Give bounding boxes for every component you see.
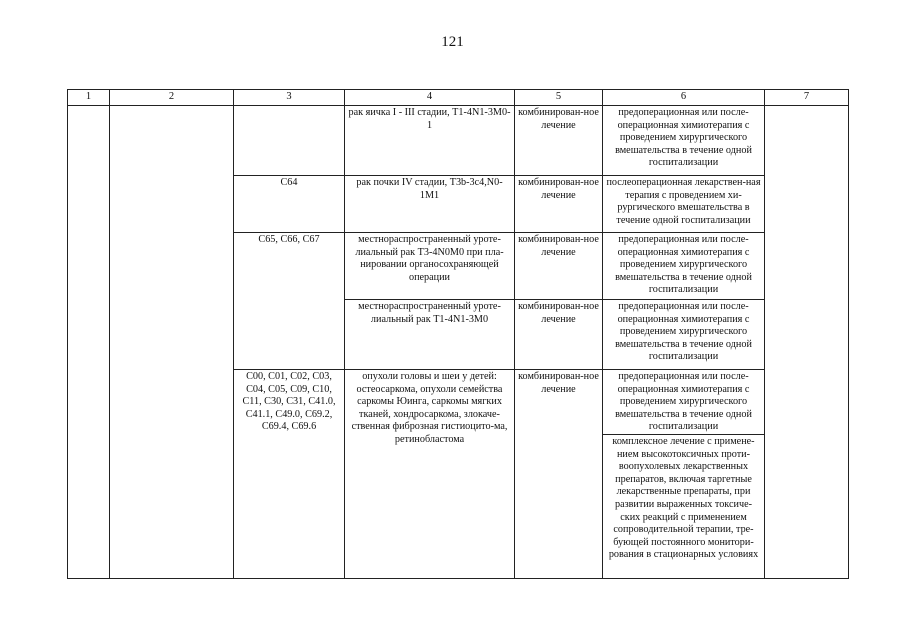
treatment-method-cell: предоперационная или после-операционная химиотерапия с проведением хирургического вмешательства в течение одной госпитализации [603, 233, 765, 300]
treatment-method-cell: послеоперационная лекарствен-ная терапия с проведением хи-рургического вмешательства в течение одной госпитализации [603, 176, 765, 233]
condition-cell: рак почки IV стадии, T3b-3c4,N0-1M1 [345, 176, 515, 233]
treatment-type-cell: комбинирован-ное лечение [515, 370, 603, 579]
treatment-type-cell: комбинирован-ное лечение [515, 300, 603, 370]
condition-cell: рак яичка I - III стадии, T1-4N1-3M0-1 [345, 106, 515, 176]
treatment-type-cell: комбинирован-ное лечение [515, 233, 603, 300]
treatment-method-cell: предоперационная или после-операционная химиотерапия с проведением хирургического вмешательства в течение одной госпитализации [603, 370, 765, 435]
column-number: 5 [515, 90, 603, 106]
column-number: 6 [603, 90, 765, 106]
diagnosis-codes-cell: C00, C01, C02, C03, C04, C05, C09, C10, C11, C30, C31, C41.0, C41.1, C49.0, C69.2, C69.4, C69.6 [234, 370, 345, 579]
treatment-type-cell: комбинирован-ное лечение [515, 106, 603, 176]
diagnosis-codes-cell: C64 [234, 176, 345, 233]
condition-cell: местнораспространенный уроте-лиальный рак T1-4N1-3M0 [345, 300, 515, 370]
treatment-type-cell: комбинирован-ное лечение [515, 176, 603, 233]
column-number: 2 [110, 90, 234, 106]
treatment-method-cell: предоперационная или после-операционная химиотерапия с проведением хирургического вмешательства в течение одной госпитализации [603, 106, 765, 176]
diagnosis-codes-cell: C65, C66, C67 [234, 233, 345, 370]
treatment-method-cell: предоперационная или после-операционная химиотерапия с проведением хирургического вмешательства в течение одной госпитализации [603, 300, 765, 370]
medical-care-table [67, 89, 849, 579]
column-number: 4 [345, 90, 515, 106]
empty-cell [110, 106, 234, 579]
treatment-method-cell: комплексное лечение с примене-нием высокотоксичных проти-воопухолевых лекарственных препаратов, включая таргетные лекарственные препараты, при развитии выраженных токсиче-ских реакций с применением сопроводительной терапии, тре-бующей постоянного монитори-рования в стационарных условиях [603, 435, 765, 579]
column-number: 3 [234, 90, 345, 106]
empty-cell [68, 106, 110, 579]
page-number: 121 [441, 34, 464, 50]
column-number: 1 [68, 90, 110, 106]
condition-cell: опухоли головы и шеи у детей: остеосаркома, опухоли семейства саркомы Юинга, саркомы мягких тканей, хондросаркома, злокаче-ственная фиброзная гистиоцито-ма, ретинобластома [345, 370, 515, 579]
table-row [68, 106, 849, 176]
empty-cell [765, 106, 849, 579]
column-number: 7 [765, 90, 849, 106]
column-number-row [68, 90, 849, 106]
diagnosis-codes-cell [234, 106, 345, 176]
condition-cell: местнораспространенный уроте-лиальный рак T3-4N0M0 при пла-нировании органосохраняющей операции [345, 233, 515, 300]
